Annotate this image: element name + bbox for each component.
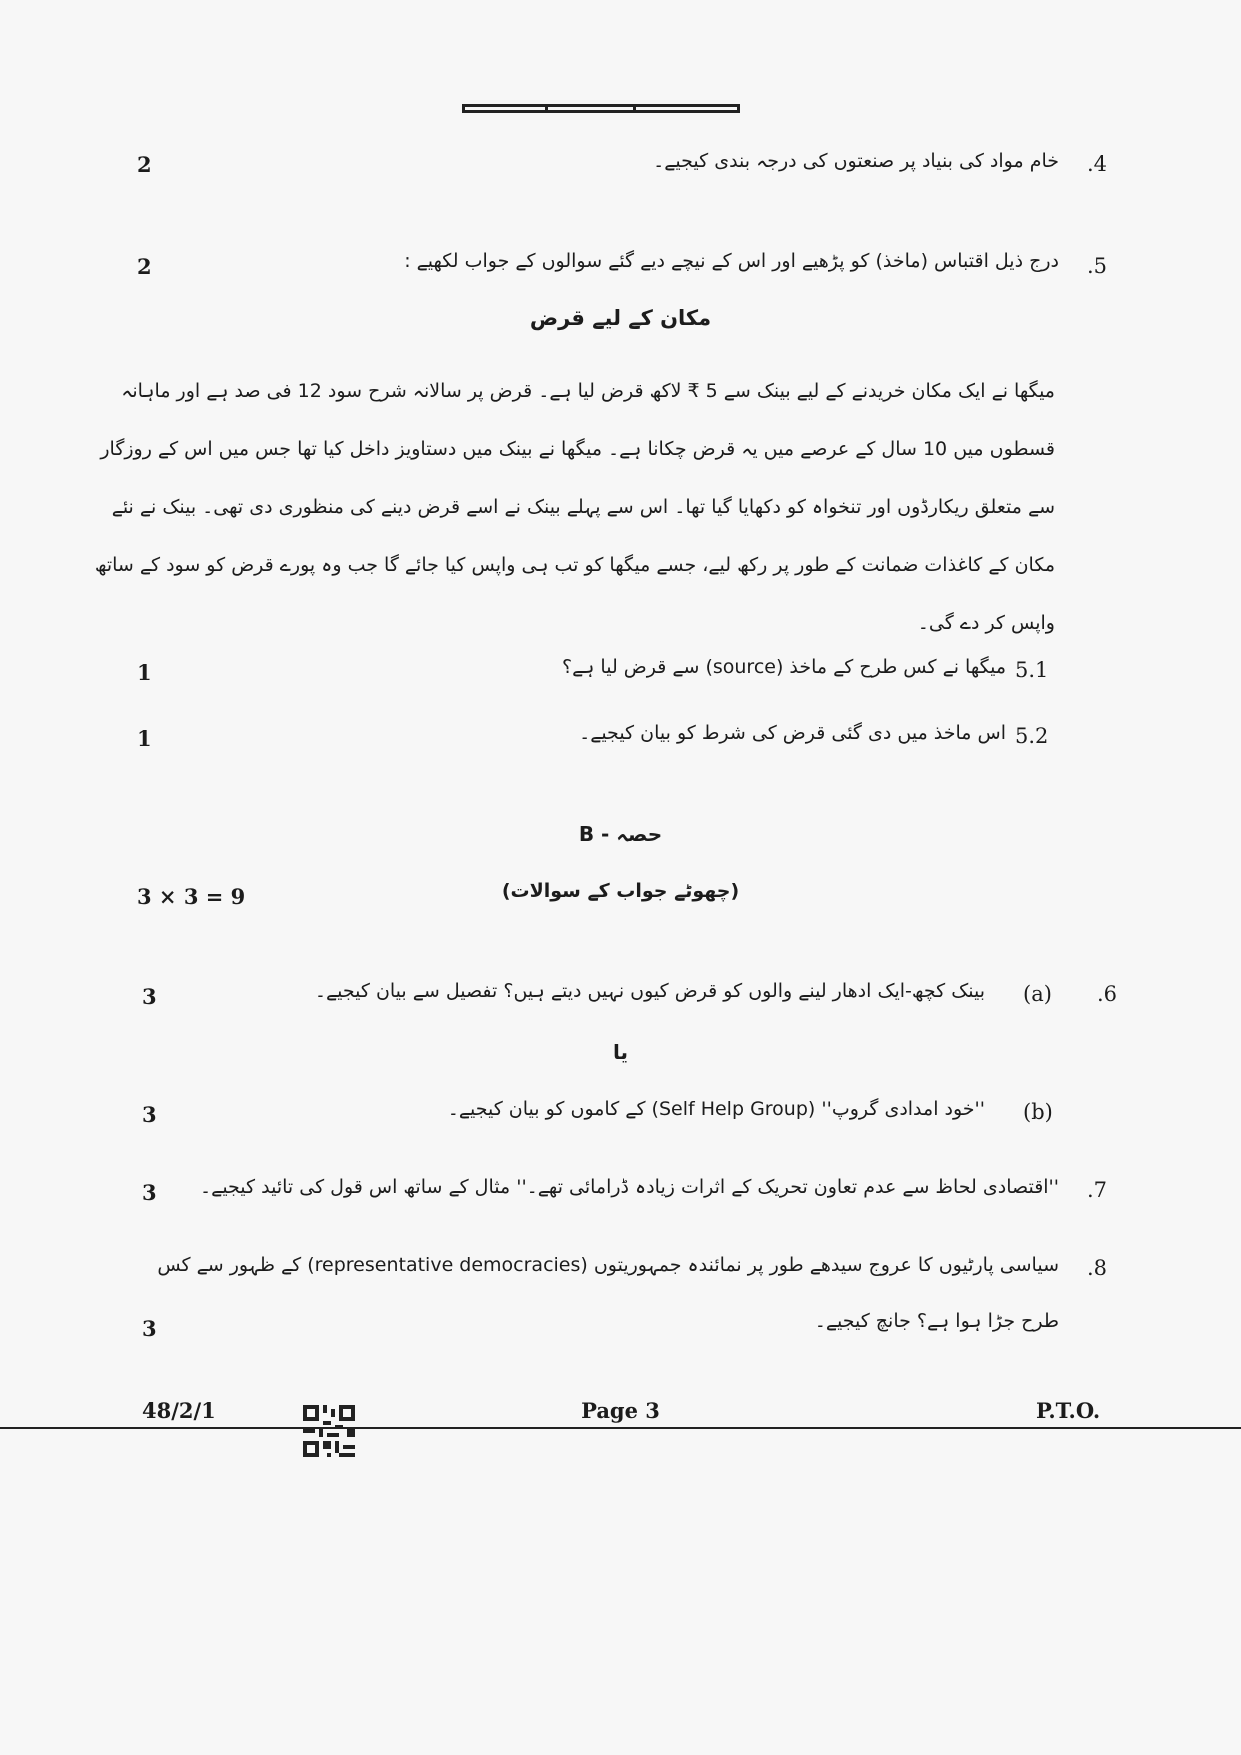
q6a-label: (a) (1023, 982, 1052, 1006)
q5-1-text: میگھا نے کس طرح کے ماخذ (source) سے قرض لیا ہے؟ (562, 656, 1006, 678)
section-marks: 3 × 3 = 9 (137, 884, 246, 909)
passage-line: سے متعلق ریکارڈوں اور تنخواہ کو دکھایا گیا تھا۔ اس سے پہلے بینک نے اسے قرض دینے کی منظوری دی تھی۔ بینک نے نئے (111, 496, 1055, 518)
q6a-text: بینک کچھ-ایک ادھار لینے والوں کو قرض کیوں نہیں دیتے ہیں؟ تفصیل سے بیان کیجیے۔ (314, 980, 985, 1002)
passage-line: واپس کر دے گی۔ (917, 612, 1055, 634)
q8-text-line1: سیاسی پارٹیوں کا عروج سیدھے طور پر نمائندہ جمہوریتوں (representative democracies) کے ظہور سے کس (157, 1254, 1059, 1276)
q8-text-line2: طرح جڑا ہوا ہے؟ جانچ کیجیے۔ (814, 1310, 1059, 1332)
q5-number: .5 (1087, 254, 1108, 278)
page-number-text: Page 3 (581, 1398, 660, 1423)
q6b-marks: 3 (142, 1102, 157, 1127)
q8-marks: 3 (142, 1316, 157, 1341)
q8-number: .8 (1087, 1256, 1108, 1280)
q4-number: .4 (1087, 152, 1108, 176)
passage-line: مکان کے کاغذات ضمانت کے طور پر رکھ لیے، جسے میگھا کو تب ہی واپس کیا جائے گا جب وہ پورے قرض کو سود کے ساتھ (94, 554, 1055, 576)
passage-line: قسطوں میں 10 سال کے عرصے میں یہ قرض چکانا ہے۔ میگھا نے بینک میں دستاویز داخل کیا تھا جس میں اس کے روزگار (100, 438, 1055, 460)
q5-2-number: 5.2 (1015, 724, 1049, 748)
or-separator: یا (612, 1040, 629, 1064)
top-divider-bar (462, 104, 740, 113)
q7-marks: 3 (142, 1180, 157, 1205)
q5-2-marks: 1 (137, 726, 152, 751)
q6-number: .6 (1097, 982, 1118, 1006)
passage (94, 362, 1055, 652)
q4-marks: 2 (137, 152, 152, 177)
q5-text: درج ذیل اقتباس (ماخذ) کو پڑھیے اور اس کے نیچے دیے گئے سوالوں کے جواب لکھیے : (404, 250, 1059, 272)
section-heading: حصہ - B (578, 822, 663, 846)
q5-marks: 2 (137, 254, 152, 279)
q6a-marks: 3 (142, 984, 157, 1009)
section-subheading: (چھوٹے جواب کے سوالات) (501, 880, 740, 902)
q5-1-number: 5.1 (1015, 658, 1049, 682)
pto-label: P.T.O. (1036, 1398, 1101, 1423)
q6b-text: ''خود امدادی گروپ'' (Self Help Group) کے کاموں کو بیان کیجیے۔ (447, 1098, 985, 1120)
q5-2-text: اس ماخذ میں دی گئی قرض کی شرط کو بیان کیجیے۔ (579, 722, 1006, 744)
q5-1-marks: 1 (137, 660, 152, 685)
q7-number: .7 (1087, 1178, 1108, 1202)
q7-text: ''اقتصادی لحاظ سے عدم تعاون تحریک کے اثرات زیادہ ڈرامائی تھے۔'' مثال کے ساتھ اس قول کی تائید کیجیے۔ (200, 1176, 1059, 1198)
q4-text: خام مواد کی بنیاد پر صنعتوں کی درجہ بندی کیجیے۔ (653, 150, 1059, 172)
q6b-label: (b) (1023, 1100, 1053, 1124)
passage-title: مکان کے لیے قرض (529, 306, 712, 330)
passage-line: میگھا نے ایک مکان خریدنے کے لیے بینک سے 5 ₹ لاکھ قرض لیا ہے۔ قرض پر سالانہ شرح سود 12 فی صد ہے اور ماہانہ (121, 380, 1055, 402)
paper-code: 48/2/1 (142, 1398, 216, 1429)
